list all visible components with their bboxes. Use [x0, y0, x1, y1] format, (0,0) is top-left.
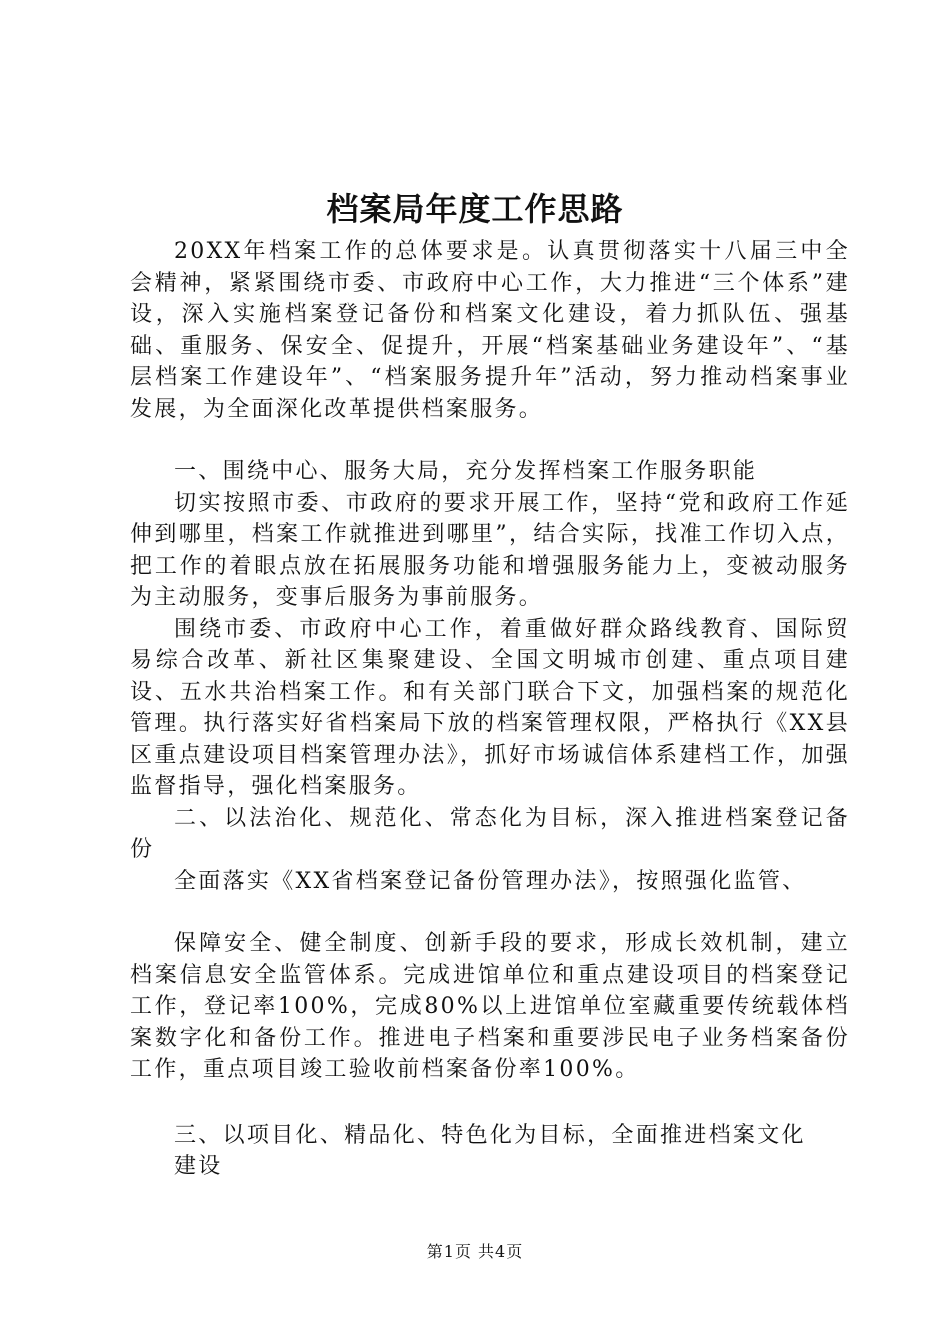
- paragraph-intro: 20XX年档案工作的总体要求是。认真贯彻落实十八届三中全会精神，紧紧围绕市委、市政府中心工作，大力推进“三个体系”建设，深入实施档案登记备份和档案文化建设，着力抓队伍、强基础、重服务、保安全、促提升，开展“档案基础业务建设年”、“基层档案工作建设年”、“档案服务提升年”活动，努力推动档案事业发展，为全面深化改革提供档案服务。: [130, 239, 850, 422]
- paragraph: 切实按照市委、市政府的要求开展工作，坚持“党和政府工作延伸到哪里，档案工作就推进到哪里”，结合实际，找准工作切入点，把工作的着眼点放在拓展服务功能和增强服务能力上，变被动服务为主动服务，变事后服务为事前服务。: [130, 490, 850, 610]
- document-title: 档案局年度工作思路: [326, 190, 624, 228]
- paragraph: 建设: [174, 1154, 223, 1179]
- document-body: [130, 236, 850, 1183]
- page-footer: 第1页 共4页: [426, 1242, 524, 1261]
- paragraph: 围绕市委、市政府中心工作，着重做好群众路线教育、国际贸易综合改革、新社区集聚建设、全国文明城市创建、重点项目建设、五水共治档案工作。和有关部门联合下文，加强档案的规范化管理。执行落实好省档案局下放的档案管理权限，严格执行《XX县区重点建设项目档案管理办法》，抓好市场诚信体系建档工作，加强监督指导，强化档案服务。: [130, 616, 850, 799]
- section-heading-1: 一、围绕中心、服务大局，充分发挥档案工作服务职能: [174, 459, 758, 484]
- paragraph: 保障安全、健全制度、创新手段的要求，形成长效机制，建立档案信息安全监管体系。完成进馆单位和重点建设项目的档案登记工作，登记率100%，完成80%以上进馆单位室藏重要传统载体档案数字化和备份工作。推进电子档案和重要涉民电子业务档案备份工作，重点项目竣工验收前档案备份率100%。: [130, 931, 850, 1082]
- paragraph: 全面落实《XX省档案登记备份管理办法》，按照强化监管、: [174, 868, 807, 894]
- section-heading-2: 二、以法治化、规范化、常态化为目标，深入推进档案登记备份: [130, 805, 850, 862]
- section-heading-3: 三、以项目化、精品化、特色化为目标，全面推进档案文化: [174, 1122, 806, 1148]
